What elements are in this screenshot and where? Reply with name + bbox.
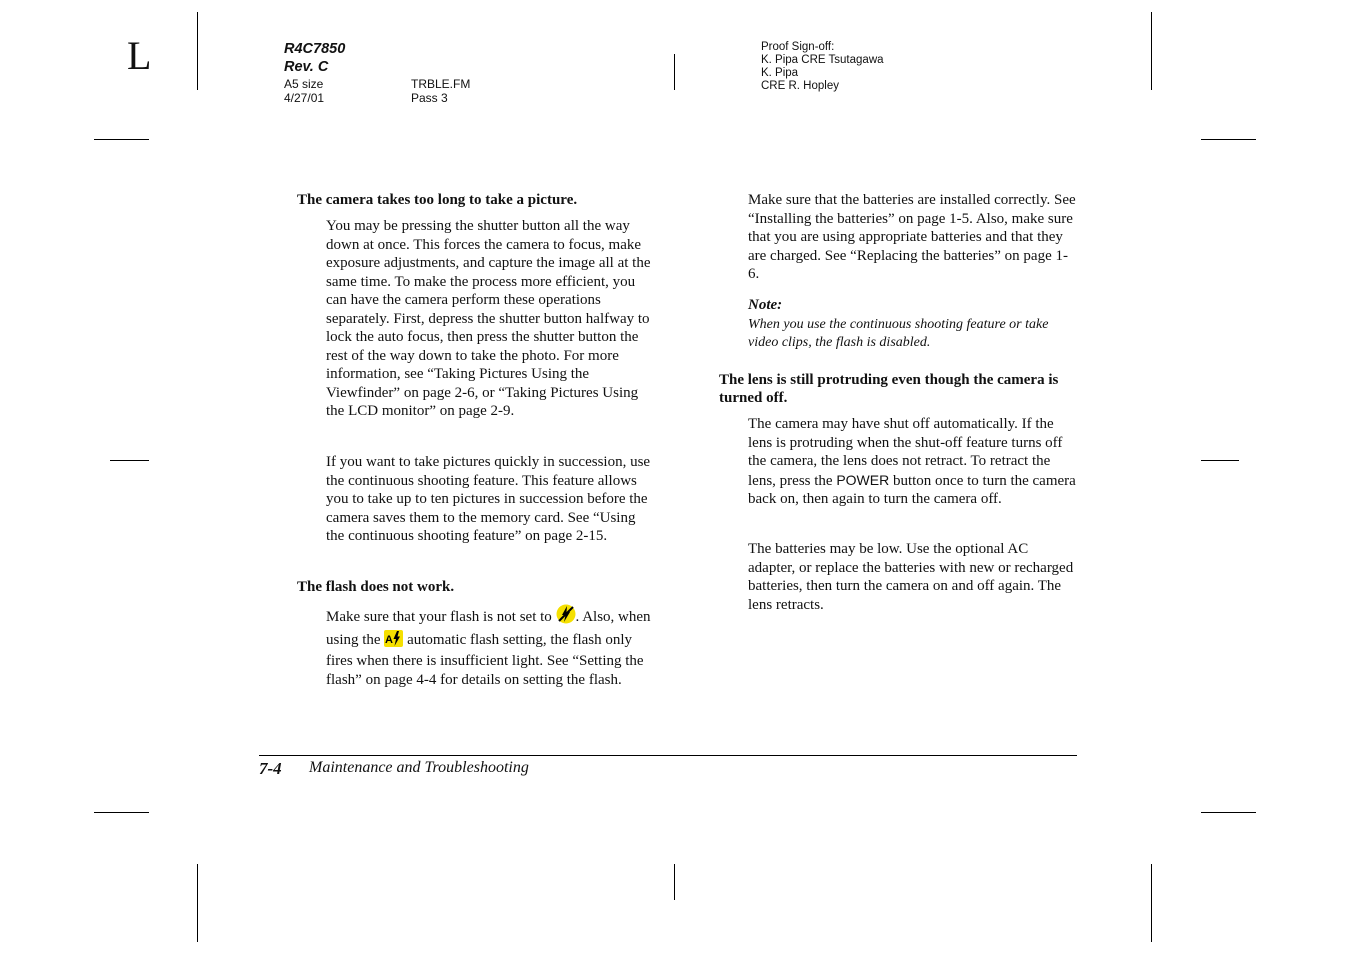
text-span: button once to turn the camera back on, then again to turn the camera off. bbox=[748, 472, 1076, 507]
crop-mark bbox=[197, 12, 198, 90]
paper-size: A5 size bbox=[284, 77, 324, 91]
section-heading: The lens is still protruding even though the camera is turned off. bbox=[719, 372, 1059, 406]
crop-mark bbox=[674, 54, 675, 90]
proof-signoff-block bbox=[761, 41, 884, 93]
body-paragraph: You may be pressing the shutter button all the way down at once. This forces the camera to focus, make exposure adjustments, and capture the image all at the same time. To make the process more efficient, you can have the camera perform these operations separately. First, depress the shutter button halfway to lock the auto focus, then press the shutter button the rest of the way down to take the photo. For more information, see “Taking Pictures Using the Viewfinder” on page 2-6, or “Taking Pictures Using the LCD monitor” on page 2-9. bbox=[326, 218, 651, 419]
note-label: Note: bbox=[748, 297, 783, 313]
crop-mark bbox=[1151, 864, 1152, 942]
body-paragraph bbox=[326, 604, 654, 689]
text-span: The camera may have shut off automatically. If the lens is protruding when the shut-off feature turns off the camera, the lens does not retract. To retract the lens, press the bbox=[748, 416, 1063, 489]
crop-mark bbox=[94, 139, 149, 140]
text-span: Make sure that your flash is not set to bbox=[326, 609, 556, 625]
auto-flash-icon bbox=[384, 630, 403, 653]
pass-number: Pass 3 bbox=[411, 91, 448, 105]
model-number: R4C7850 bbox=[284, 41, 346, 57]
crop-mark bbox=[94, 812, 149, 813]
page-number: 7-4 bbox=[259, 759, 282, 778]
crop-mark bbox=[197, 864, 198, 942]
crop-mark bbox=[1201, 812, 1256, 813]
crop-mark bbox=[1201, 460, 1239, 461]
body-paragraph: The batteries may be low. Use the optional AC adapter, or replace the batteries with new or recharged batteries, then turn the camera on and off again. The lens retracts. bbox=[748, 541, 1074, 613]
file-name: TRBLE.FM bbox=[411, 77, 471, 91]
crop-mark bbox=[674, 864, 675, 900]
page-side-letter: L bbox=[127, 33, 152, 78]
section-title: Maintenance and Troubleshooting bbox=[309, 759, 529, 776]
flash-off-icon bbox=[556, 604, 576, 630]
body-paragraph: Make sure that the batteries are installed correctly. See “Installing the batteries” on page 1-5. Also, make sure that you are using appropriate batteries and that they are charged. See “Replacing the batteries” on page 1-6. bbox=[748, 192, 1076, 282]
svg-text:A: A bbox=[385, 633, 394, 646]
crop-mark bbox=[1151, 12, 1152, 90]
proof-signoff-line: CRE R. Hopley bbox=[761, 80, 839, 92]
power-button-label: POWER bbox=[836, 471, 890, 488]
proof-signoff-line: K. Pipa bbox=[761, 67, 799, 79]
section-heading: The flash does not work. bbox=[297, 579, 455, 595]
footer-rule bbox=[259, 755, 1077, 756]
note-text: When you use the continuous shooting feature or take video clips, the flash is disabled. bbox=[748, 317, 1049, 350]
proof-signoff-line: K. Pipa CRE Tsutagawa bbox=[761, 54, 884, 66]
body-paragraph: If you want to take pictures quickly in succession, use the continuous shooting feature. This feature allows you to take up to ten pictures in succession before the camera saves them to the memory card. See “Using the continuous shooting feature” on page 2-15. bbox=[326, 454, 651, 544]
doc-date: 4/27/01 bbox=[284, 91, 325, 105]
section-heading: The camera takes too long to take a picture. bbox=[297, 192, 578, 208]
text-span: . Also, when using the bbox=[326, 609, 651, 648]
proof-signoff-label: Proof Sign-off: bbox=[761, 41, 835, 53]
revision: Rev. C bbox=[284, 59, 329, 75]
text-span: automatic flash setting, the flash only fires when there is insufficient light. See “Setting the flash” on page 4-4 for details on setting the flash. bbox=[326, 631, 644, 688]
body-paragraph bbox=[748, 415, 1076, 509]
crop-mark bbox=[110, 460, 149, 461]
crop-mark bbox=[1201, 139, 1256, 140]
